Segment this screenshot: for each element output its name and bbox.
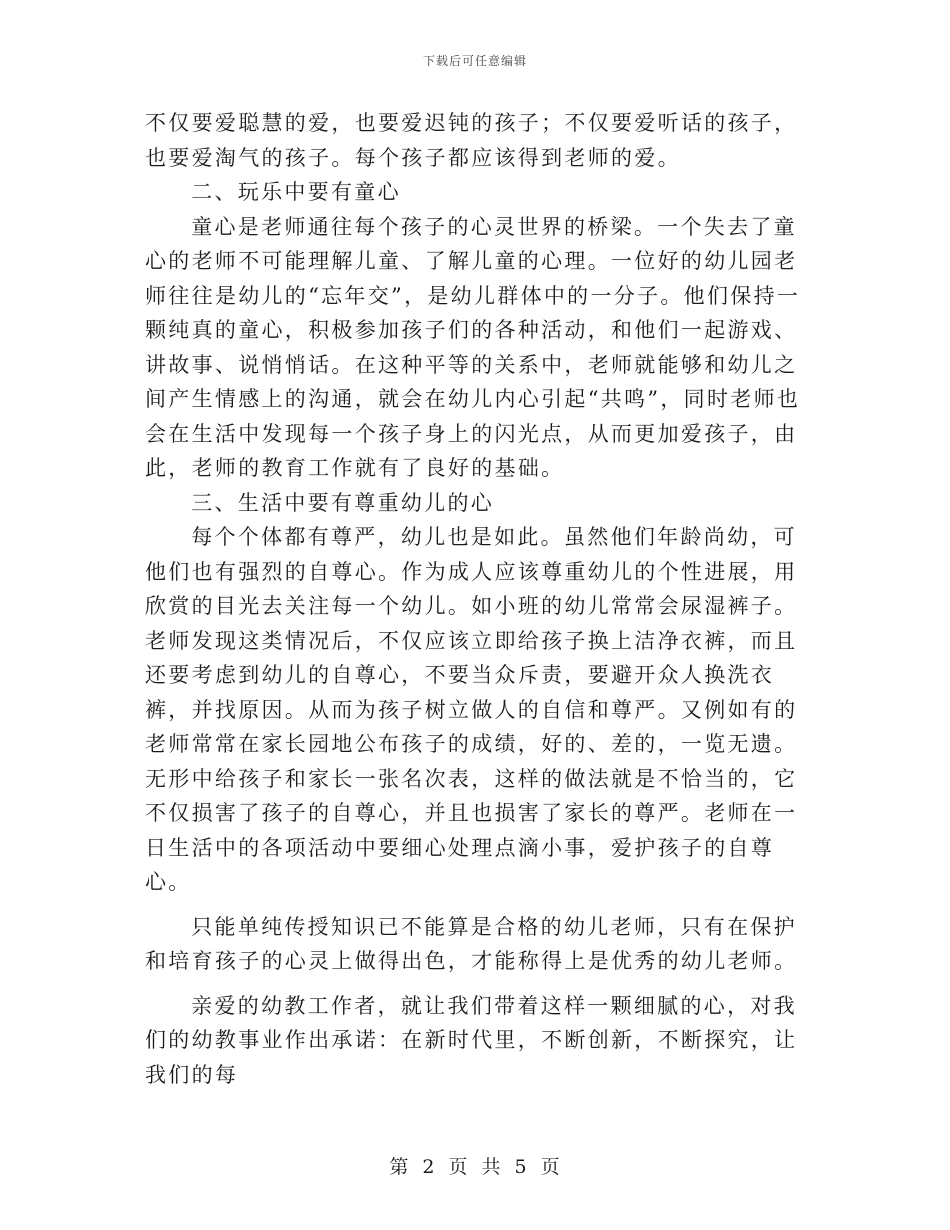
paragraph: 亲爱的幼教工作者，就让我们带着这样一颗细腻的心，对我们的幼教事业作出承诺：在新时代里，不断创新，不断探究，让我们的每 [145, 993, 798, 1087]
paragraph: 只能单纯传授知识已不能算是合格的幼儿老师，只有在保护和培育孩子的心灵上做得出色，才能称得上是优秀的幼儿老师。 [145, 914, 798, 973]
paragraph: 不仅要爱聪慧的爱，也要爱迟钝的孩子；不仅要爱听话的孩子，也要爱淘气的孩子。每个孩子都应该得到老师的爱。 [145, 111, 798, 170]
paragraph: 每个个体都有尊严，幼儿也是如此。虽然他们年龄尚幼，可他们也有强烈的自尊心。作为成人应该尊重幼儿的个性进展，用欣赏的目光去关注每一个幼儿。如小班的幼儿常常会尿湿裤子。老师发现这类情况后，不仅应该立即给孩子换上洁净衣裤，而且还要考虑到幼儿的自尊心，不要当众斥责，要避开众人换洗衣裤，并找原因。从而为孩子树立做人的自信和尊严。又例如有的老师常常在家长园地公布孩子的成绩，好的、差的，一览无遗。无形中给孩子和家长一张名次表，这样的做法就是不恰当的，它不仅损害了孩子的自尊心，并且也损害了家长的尊严。老师在一日生活中的各项活动中要细心处理点滴小事，爱护孩子的自尊心。 [145, 525, 798, 894]
section-heading: 三、生活中要有尊重幼儿的心 [191, 490, 495, 515]
page-number: 第 2 页 共 5 页 [389, 1156, 561, 1178]
paragraph: 童心是老师通往每个孩子的心灵世界的桥梁。一个失去了童心的老师不可能理解儿童、了解儿童的心理。一位好的幼儿园老师往往是幼儿的“忘年交”，是幼儿群体中的一分子。他们保持一颗纯真的童心，积极参加孩子们的各种活动，和他们一起游戏、讲故事、说悄悄话。在这种平等的关系中，老师就能够和幼儿之间产生情感上的沟通，就会在幼儿内心引起“共鸣”，同时老师也会在生活中发现每一个孩子身上的闪光点，从而更加爱孩子，由此，老师的教育工作就有了良好的基础。 [145, 214, 801, 480]
section-heading: 二、玩乐中要有童心 [191, 180, 401, 204]
page-header: 下载后可任意编辑 [422, 54, 527, 68]
document-body [145, 106, 805, 1092]
